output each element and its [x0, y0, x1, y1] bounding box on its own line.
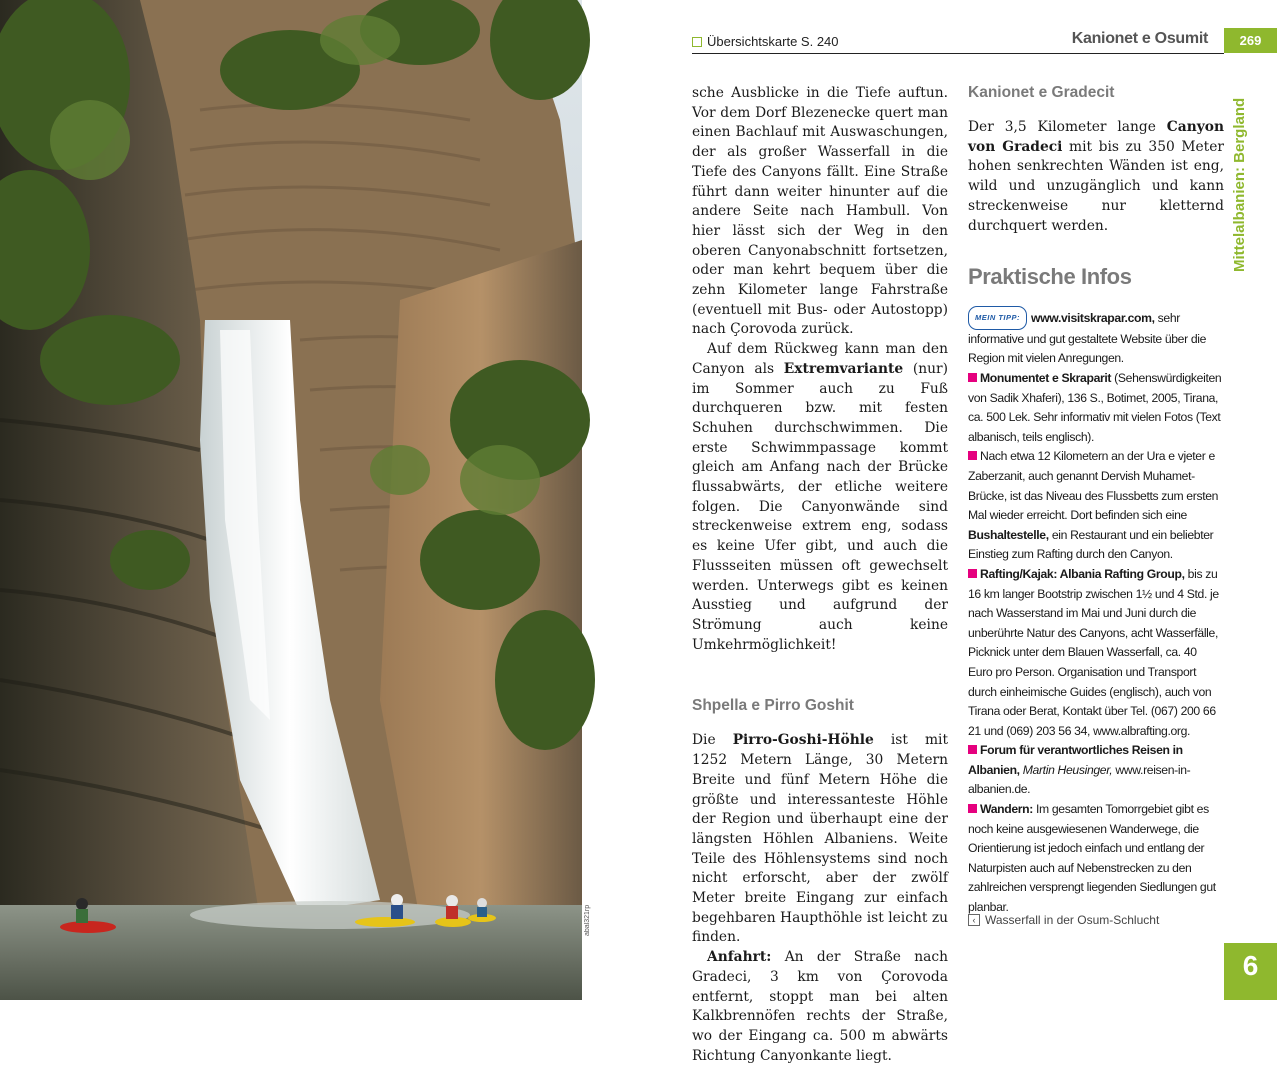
bullet-icon [968, 569, 977, 578]
body-text-1 [692, 84, 948, 655]
bullet-icon [968, 451, 977, 460]
bullet-icon [968, 745, 977, 754]
chapter-title: Kanionet e Osumit [1071, 30, 1208, 47]
map-reference [692, 34, 839, 49]
text-column-1 [692, 84, 948, 1066]
map-reference-label: Übersichtskarte S. 240 [707, 34, 839, 49]
bold-term: Anfahrt: [707, 949, 772, 966]
bullet-icon [968, 804, 977, 813]
photo-credit: abal321rp [584, 904, 591, 936]
info-entry: MEIN TIPP: www.visitskrapar.com, sehr informative und gut gestaltete Website über die Region mit vielen Anregungen. [968, 306, 1224, 369]
bold-term: Extremvariante [783, 360, 904, 377]
waterfall-photo [0, 0, 582, 1000]
section-heading-pirro-goshit: Shpella e Pirro Goshit [692, 697, 854, 715]
page-number: 269 [1224, 28, 1277, 53]
paragraph: Auf dem Rückweg kann man den Canyon als Extremvariante (nur) im Sommer auch zu Fuß durchqueren bzw. mit festen Schuhen durchschwimmen. Die erste Schwimmpassage kommt gleich am Anfang nach der Brücke flussabwärts, der etliche weitere folgen. Die Canyonwände sind streckenweise extrem eng, sodass es keine Ufer gibt, und auch die Flussseiten müssen oft gewechselt werden. Unterwegs gibt es keinen Ausstieg und aufgrund der Strömung auch keine Umkehrmöglichkeit! [692, 341, 948, 653]
info-entry: Rafting/Kajak: Albania Rafting Group, bis zu 16 km langer Bootstrip zwischen 1½ und 4 Std. je nach Wasserstand im Mai und Juni durch die unberührte Natur des Canyons, acht Wasserfälle, Picknick unter dem Blauen Wasserfall, ca. 40 Euro pro Person. Organisation und Transport durch einheimische Guides (englisch), auch von Tirana oder Berat, Kontakt über Tel. (067) 200 66 21 und (069) 203 56 34, www.albrafting.org. [968, 566, 1219, 738]
side-section-label: Mittelalbanien: Bergland [1231, 97, 1248, 272]
arrow-left-icon: ‹ [968, 914, 980, 926]
paragraph: Der 3,5 Kilometer lange Canyon von Gradeci mit bis zu 350 Meter hohen senkrechten Wänden ist eng, wild und unzugänglich und kann streckenweise nur kletternd durchquert werden. [968, 119, 1224, 234]
chapter-tab: 6 [1224, 943, 1277, 1000]
paragraph: Die Pirro-Goshi-Höhle ist mit 1252 Metern Länge, 30 Metern Breite und fünf Metern Höhe die größte und interessanteste Höhle der Region und überhaupt eine der längsten Höhlen Albaniens. Weite Teile des Höhlensystems sind noch nicht erforscht, aber der zwölf Meter breite Eingang zur einfach begehbaren Haupthöhle ist leicht zu finden. [692, 732, 948, 946]
bold-term: Canyon von Gradeci [968, 119, 1224, 155]
practical-info-list [968, 306, 1224, 917]
body-text-gradecit [968, 118, 1224, 236]
photo-caption [968, 913, 1159, 927]
bullet-icon [968, 373, 977, 382]
body-text-2 [692, 731, 948, 1066]
info-entry: Monumentet e Skraparit (Sehenswürdigkeiten von Sadik Xhaferi), 136 S., Botimet, 2005, Tirana, ca. 500 Lek. Sehr informativ mit vielen Fotos (Text albanisch, teils englisch). [968, 371, 1222, 444]
section-heading-gradecit: Kanionet e Gradecit [968, 84, 1115, 101]
photo-caption-text: Wasserfall in der Osum-Schlucht [985, 913, 1160, 927]
paragraph: Anfahrt: An der Straße nach Gradeci, 3 km von Çorovoda entfernt, stoppt man bei alten Kalkbrennöfen rechts der Straße, wo der Eingang ca. 500 m abwärts Richtung Canyonkante liegt. [692, 949, 948, 1064]
info-entry: Forum für verantwortliches Reisen in Albanien, Martin Heusinger, www.reisen-in-albanien.de. [968, 743, 1191, 797]
section-heading-praktische-infos: Praktische Infos [968, 264, 1132, 290]
paragraph: sche Ausblicke in die Tiefe auftun. Vor dem Dorf Blezenecke quert man einen Bachlauf mit Auswaschungen, der als großer Wasserfall in die Tiefe des Canyons fällt. Eine Straße führt dann weiter hinunter auf die andere Seite nach Hambull. Von hier lässt sich der Weg in den oberen Canyonabschnitt fortsetzen, oder man kehrt bequem über die zehn Kilometer lange Fahrstraße (eventuell mit Bus- oder Autostopp) nach Çorovoda zurück. [692, 85, 948, 338]
info-entry: Wandern: Im gesamten Tomorrgebiet gibt es noch keine ausgewiesenen Wanderwege, die Orientierung ist jedoch einfach und entlang der Naturpisten auch auf Nebenstrecken zu den zahlreichen versprengt liegenden Siedlungen gut planbar. [968, 802, 1216, 915]
running-header [692, 28, 1224, 54]
info-entry: Nach etwa 12 Kilometern an der Ura e vjeter e Zaberzanit, auch genannt Dervish Muhamet-Brücke, ist das Niveau des Flussbetts zum ersten Mal wieder erreicht. Dort befinden sich eine Bushaltestelle, ein Restaurant und ein beliebter Einstieg zum Rafting durch den Canyon. [968, 449, 1219, 562]
mein-tipp-badge: MEIN TIPP: [968, 306, 1027, 330]
canyon-waterfall-illustration [0, 0, 582, 1000]
text-column-2 [968, 84, 1224, 918]
bold-term: Pirro-Goshi-Höhle [732, 732, 874, 749]
info-link[interactable]: www.visitskrapar.com, [1031, 311, 1155, 326]
map-square-icon [692, 37, 702, 47]
